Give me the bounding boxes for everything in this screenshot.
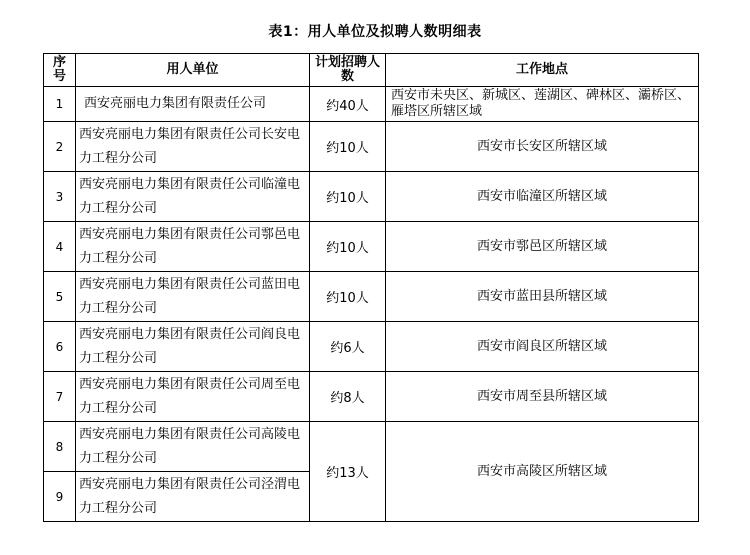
row-location: 西安市高陵区所辖区域 bbox=[386, 422, 699, 522]
row-count: 约6人 bbox=[310, 322, 386, 372]
row-index: 2 bbox=[44, 122, 76, 172]
row-count: 约10人 bbox=[310, 172, 386, 222]
row-index: 6 bbox=[44, 322, 76, 372]
row-index: 4 bbox=[44, 222, 76, 272]
row-unit: 西安亮丽电力集团有限责任公司高陵电力工程分公司 bbox=[76, 422, 310, 472]
table-header-row bbox=[44, 54, 699, 87]
document-title: 表1：用人单位及拟聘人数明细表 bbox=[268, 24, 482, 40]
row-count: 约10人 bbox=[310, 122, 386, 172]
row-count: 约40人 bbox=[310, 87, 386, 122]
row-index: 8 bbox=[44, 422, 76, 472]
row-count: 约10人 bbox=[310, 272, 386, 322]
row-location: 西安市临潼区所辖区域 bbox=[386, 172, 699, 222]
row-unit: 西安亮丽电力集团有限责任公司泾渭电力工程分公司 bbox=[76, 472, 310, 522]
row-unit: 西安亮丽电力集团有限责任公司临潼电力工程分公司 bbox=[76, 172, 310, 222]
header-unit: 用人单位 bbox=[76, 54, 310, 87]
row-count: 约8人 bbox=[310, 372, 386, 422]
table-row bbox=[44, 372, 699, 422]
recruitment-table bbox=[43, 53, 699, 522]
row-count: 约10人 bbox=[310, 222, 386, 272]
table-row bbox=[44, 322, 699, 372]
table-row bbox=[44, 172, 699, 222]
row-index: 5 bbox=[44, 272, 76, 322]
row-unit: 西安亮丽电力集团有限责任公司鄠邑电力工程分公司 bbox=[76, 222, 310, 272]
row-index: 1 bbox=[44, 87, 76, 122]
row-location: 西安市蓝田县所辖区域 bbox=[386, 272, 699, 322]
table-row bbox=[44, 87, 699, 122]
row-index: 9 bbox=[44, 472, 76, 522]
row-location: 西安市未央区、新城区、莲湖区、碑林区、灞桥区、雁塔区所辖区域 bbox=[386, 87, 699, 122]
row-location: 西安市阎良区所辖区域 bbox=[386, 322, 699, 372]
row-index: 7 bbox=[44, 372, 76, 422]
row-index: 3 bbox=[44, 172, 76, 222]
table-row bbox=[44, 272, 699, 322]
header-index: 序号 bbox=[44, 54, 76, 87]
row-unit: 西安亮丽电力集团有限责任公司蓝田电力工程分公司 bbox=[76, 272, 310, 322]
table-row bbox=[44, 422, 699, 472]
table-row bbox=[44, 122, 699, 172]
row-unit: 西安亮丽电力集团有限责任公司长安电力工程分公司 bbox=[76, 122, 310, 172]
row-unit: 西安亮丽电力集团有限责任公司周至电力工程分公司 bbox=[76, 372, 310, 422]
row-location: 西安市长安区所辖区域 bbox=[386, 122, 699, 172]
table-row bbox=[44, 222, 699, 272]
row-count: 约13人 bbox=[310, 422, 386, 522]
header-count: 计划招聘人数 bbox=[310, 54, 386, 87]
row-unit: 西安亮丽电力集团有限责任公司阎良电力工程分公司 bbox=[76, 322, 310, 372]
row-unit: 西安亮丽电力集团有限责任公司 bbox=[76, 87, 310, 122]
row-location: 西安市周至县所辖区域 bbox=[386, 372, 699, 422]
row-location: 西安市鄠邑区所辖区域 bbox=[386, 222, 699, 272]
header-location: 工作地点 bbox=[386, 54, 699, 87]
